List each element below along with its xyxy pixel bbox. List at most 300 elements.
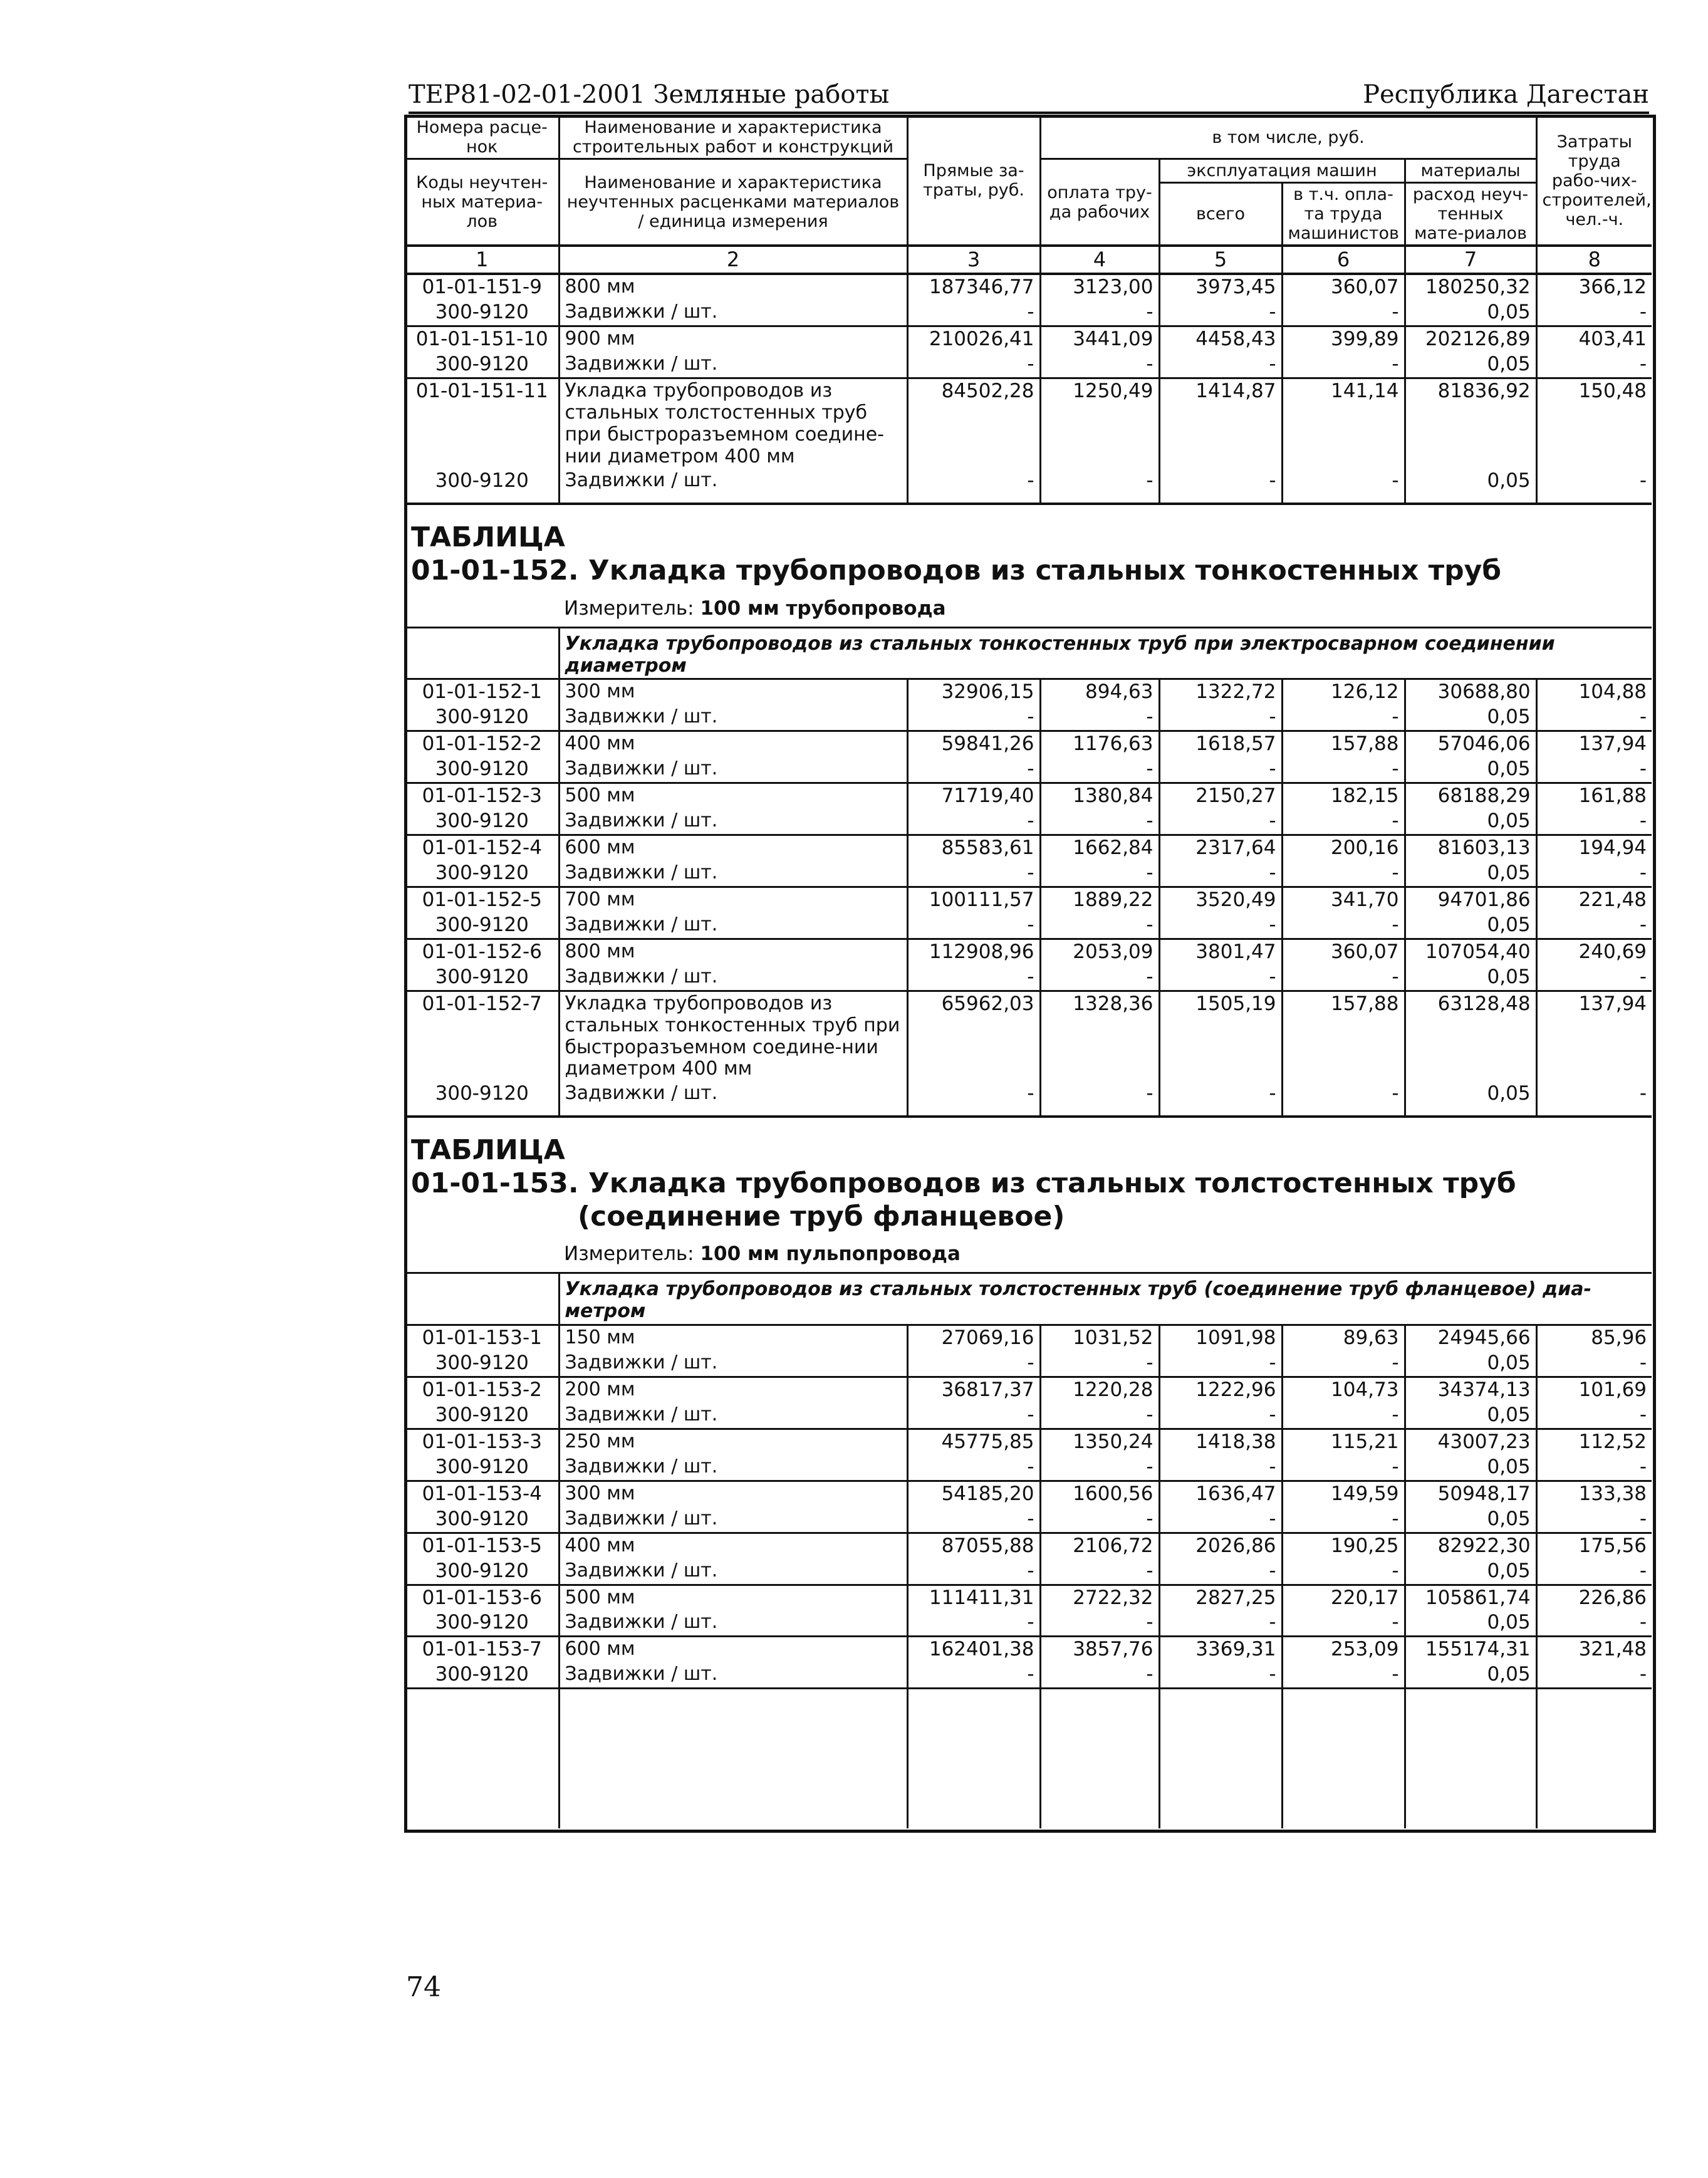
material-value: -: [1536, 965, 1652, 991]
subheading-row: [406, 627, 1652, 679]
spacer-cell: [406, 494, 559, 504]
material-value: -: [1040, 352, 1159, 378]
material-name: Задвижки / шт.: [559, 809, 907, 835]
material-value: -: [1159, 1455, 1282, 1481]
rate-value: 162401,38: [907, 1637, 1040, 1662]
rate-value: 3123,00: [1040, 274, 1159, 300]
material-value: -: [1159, 1610, 1282, 1636]
material-name: Задвижки / шт.: [559, 1662, 907, 1688]
table-caption: 01-01-152. Укладка трубопроводов из стальных тонкостенных труб: [411, 555, 1501, 587]
material-value: -: [1282, 1081, 1405, 1107]
material-value: -: [1282, 861, 1405, 887]
rate-value: 68188,29: [1405, 783, 1536, 809]
rate-value: 100111,57: [907, 887, 1040, 913]
region-name: Республика Дагестан: [1363, 80, 1649, 109]
rate-value: 2827,25: [1159, 1585, 1282, 1610]
rate-value: 1414,87: [1159, 378, 1282, 469]
material-value: -: [1282, 809, 1405, 835]
material-name: Задвижки / шт.: [559, 757, 907, 783]
rate-value: 1418,38: [1159, 1429, 1282, 1454]
rate-name: 600 мм: [559, 835, 907, 861]
material-value: -: [1282, 1559, 1405, 1585]
spacer-cell: [907, 494, 1040, 504]
subheading-spacer: [406, 1273, 559, 1325]
rate-name: Укладка трубопроводов из стальных толстостенных труб при быстроразъемном соедине-нии диаметром 400 мм: [559, 378, 907, 469]
material-code: 300-9120: [435, 1559, 529, 1582]
material-value: -: [1536, 1455, 1652, 1481]
measure-value: 100 мм трубопровода: [700, 597, 946, 620]
rate-value: 54185,20: [907, 1481, 1040, 1506]
rate-value: 210026,41: [907, 326, 1040, 352]
material-code: 300-9120: [435, 1663, 529, 1686]
material-code: 300-9120: [435, 965, 529, 988]
rate-row: [406, 835, 1652, 861]
empty-cell: [1159, 1689, 1282, 1829]
material-value: -: [907, 1351, 1040, 1377]
material-name: Задвижки / шт.: [559, 705, 907, 731]
rate-value: 399,89: [1282, 326, 1405, 352]
material-code: 300-9120: [435, 810, 529, 833]
rate-value: 36817,37: [907, 1377, 1040, 1402]
spacer-cell: [559, 494, 907, 504]
material-value: -: [907, 1507, 1040, 1533]
material-row: [406, 300, 1652, 326]
material-value: -: [1040, 300, 1159, 326]
material-value: 0,05: [1405, 705, 1536, 731]
rate-value: 50948,17: [1405, 1481, 1536, 1506]
material-value: -: [907, 757, 1040, 783]
rate-value: 1600,56: [1040, 1481, 1159, 1506]
material-value: 0,05: [1405, 1351, 1536, 1377]
material-value: -: [1282, 1351, 1405, 1377]
rate-value: 3441,09: [1040, 326, 1159, 352]
material-row: [406, 1351, 1652, 1377]
rate-code: 01-01-153-2: [406, 1377, 559, 1402]
material-name: Задвижки / шт.: [559, 1403, 907, 1429]
material-value: -: [1159, 1662, 1282, 1688]
material-row: [406, 965, 1652, 991]
material-value: -: [1159, 300, 1282, 326]
material-value: 0,05: [1405, 352, 1536, 378]
measure-value: 100 мм пульпопровода: [700, 1243, 961, 1266]
rate-value: 3857,76: [1040, 1637, 1159, 1662]
material-value: -: [1536, 1507, 1652, 1533]
material-code: 300-9120: [435, 706, 529, 729]
rate-value: 200,16: [1282, 835, 1405, 861]
material-value: -: [1040, 1351, 1159, 1377]
material-value: -: [1159, 352, 1282, 378]
rate-code: 01-01-152-2: [406, 731, 559, 757]
rate-name: 800 мм: [559, 274, 907, 300]
material-code: 300-9120: [435, 301, 529, 324]
material-name: Задвижки / шт.: [559, 1455, 907, 1481]
material-name: Задвижки / шт.: [559, 861, 907, 887]
material-value: -: [1040, 1081, 1159, 1107]
rate-row: [406, 1637, 1652, 1662]
material-name: Задвижки / шт.: [559, 1610, 907, 1636]
rate-row: [406, 1429, 1652, 1454]
material-value: -: [1159, 1081, 1282, 1107]
material-value: -: [1159, 1403, 1282, 1429]
subheading-spacer: [406, 627, 559, 679]
spacer-cell: [907, 1107, 1040, 1117]
material-value: 0,05: [1405, 1610, 1536, 1636]
subheading: Укладка трубопроводов из стальных толстостенных труб (соединение труб фланцевое) диа-метром: [559, 1273, 1652, 1325]
material-row: [406, 913, 1652, 939]
empty-cell: [1536, 1689, 1652, 1829]
material-value: -: [1040, 809, 1159, 835]
material-value: -: [1536, 861, 1652, 887]
material-value: -: [1040, 469, 1159, 494]
column-number: 3: [907, 246, 1040, 274]
rate-value: 321,48: [1536, 1637, 1652, 1662]
measure: [559, 1234, 1652, 1273]
rate-row: [406, 679, 1652, 705]
rate-value: 403,41: [1536, 326, 1652, 352]
rate-value: 111411,31: [907, 1585, 1040, 1610]
rate-value: 221,48: [1536, 887, 1652, 913]
header-materials: материалы: [1405, 159, 1536, 183]
material-code: 300-9120: [435, 469, 529, 492]
page-number: 74: [406, 1971, 441, 2003]
header-rule: [409, 112, 1649, 114]
header-material-codes: Коды неучтен-ных материа-лов: [416, 173, 548, 232]
material-value: -: [1282, 1403, 1405, 1429]
material-name: Задвижки / шт.: [559, 352, 907, 378]
material-value: -: [1536, 705, 1652, 731]
material-name: Задвижки / шт.: [559, 1351, 907, 1377]
material-value: -: [907, 1559, 1040, 1585]
material-value: -: [1536, 809, 1652, 835]
measure-row: [406, 589, 1652, 627]
rate-code: 01-01-151-10: [406, 326, 559, 352]
rate-code: 01-01-152-4: [406, 835, 559, 861]
rate-name: 900 мм: [559, 326, 907, 352]
material-value: 0,05: [1405, 1403, 1536, 1429]
header-worker-pay: оплата тру-да рабочих: [1040, 159, 1159, 246]
rate-code: 01-01-153-3: [406, 1429, 559, 1454]
material-value: -: [1282, 1507, 1405, 1533]
spacer-cell: [1159, 1107, 1282, 1117]
rate-row: [406, 887, 1652, 913]
rate-code: 01-01-152-5: [406, 887, 559, 913]
material-value: -: [1040, 705, 1159, 731]
material-name: Задвижки / шт.: [559, 913, 907, 939]
rate-value: 3520,49: [1159, 887, 1282, 913]
header-rates-numbers: Номера расце-нок: [406, 117, 559, 159]
spacer-row: [406, 1107, 1652, 1117]
rate-value: 85583,61: [907, 835, 1040, 861]
spacer-cell: [1282, 494, 1405, 504]
header-work-name: Наименование и характеристика строительных работ и конструкций: [559, 117, 907, 159]
material-value: -: [1040, 1455, 1159, 1481]
material-row: [406, 1610, 1652, 1636]
material-code: 300-9120: [435, 1455, 529, 1478]
rate-value: 126,12: [1282, 679, 1405, 705]
column-number: 2: [559, 246, 907, 274]
rate-value: 81836,92: [1405, 378, 1536, 469]
rate-value: 65962,03: [907, 991, 1040, 1081]
rate-value: 175,56: [1536, 1533, 1652, 1558]
measure-label: Измеритель:: [564, 597, 694, 620]
rate-value: 84502,28: [907, 378, 1040, 469]
rate-name: 300 мм: [559, 679, 907, 705]
material-code: 300-9120: [435, 1403, 529, 1426]
material-value: -: [1159, 757, 1282, 783]
empty-cell: [907, 1689, 1040, 1829]
rate-value: 1176,63: [1040, 731, 1159, 757]
spacer-cell: [1040, 494, 1159, 504]
material-value: -: [1040, 913, 1159, 939]
material-value: -: [1282, 913, 1405, 939]
rate-value: 105861,74: [1405, 1585, 1536, 1610]
subheading-row: [406, 1273, 1652, 1325]
empty-cell: [1040, 1689, 1159, 1829]
material-name: Задвижки / шт.: [559, 469, 907, 494]
rate-value: 137,94: [1536, 991, 1652, 1081]
material-value: -: [1040, 1507, 1159, 1533]
material-row: [406, 352, 1652, 378]
material-value: -: [1536, 1559, 1652, 1585]
material-value: -: [1040, 1662, 1159, 1688]
material-value: -: [1536, 1662, 1652, 1688]
table-title: [406, 1117, 1652, 1234]
material-code: 300-9120: [435, 862, 529, 885]
rate-name: 200 мм: [559, 1377, 907, 1402]
measure-spacer: [406, 589, 559, 627]
material-code: 300-9120: [435, 353, 529, 376]
material-value: -: [907, 705, 1040, 731]
rate-value: 85,96: [1536, 1325, 1652, 1351]
rate-value: 1380,84: [1040, 783, 1159, 809]
table-caption-line: (соединение труб фланцевое): [578, 1200, 1065, 1232]
material-value: 0,05: [1405, 861, 1536, 887]
rate-row: [406, 1533, 1652, 1558]
material-value: -: [1159, 965, 1282, 991]
rate-row: [406, 939, 1652, 965]
material-value: -: [907, 809, 1040, 835]
rate-code: 01-01-153-6: [406, 1585, 559, 1610]
rate-value: 161,88: [1536, 783, 1652, 809]
material-value: -: [907, 1610, 1040, 1636]
material-value: -: [907, 469, 1040, 494]
rate-value: 182,15: [1282, 783, 1405, 809]
column-numbers-row: [406, 246, 1652, 274]
rate-value: 104,73: [1282, 1377, 1405, 1402]
rate-value: 194,94: [1536, 835, 1652, 861]
rate-name: Укладка трубопроводов из стальных тонкостенных труб при быстроразъемном соедине-нии диаметром 400 мм: [559, 991, 907, 1081]
material-value: -: [1282, 705, 1405, 731]
material-value: -: [1536, 1610, 1652, 1636]
rate-value: 43007,23: [1405, 1429, 1536, 1454]
material-name: Задвижки / шт.: [559, 1507, 907, 1533]
table-caption: [411, 1167, 1516, 1234]
header-machinist-pay: в т.ч. опла-та труда машинистов: [1282, 183, 1405, 246]
material-value: -: [1282, 757, 1405, 783]
material-value: -: [1536, 300, 1652, 326]
table-label: ТАБЛИЦА: [411, 521, 565, 554]
rate-name: 400 мм: [559, 731, 907, 757]
rate-value: 2722,32: [1040, 1585, 1159, 1610]
material-row: [406, 469, 1652, 494]
material-value: 0,05: [1405, 809, 1536, 835]
table-caption-line: 01-01-153. Укладка трубопроводов из стальных толстостенных труб: [411, 1167, 1516, 1199]
rate-value: 1091,98: [1159, 1325, 1282, 1351]
rate-row: [406, 1377, 1652, 1402]
material-code: 300-9120: [435, 1611, 529, 1634]
rate-value: 112908,96: [907, 939, 1040, 965]
rate-value: 1618,57: [1159, 731, 1282, 757]
material-value: -: [1159, 913, 1282, 939]
header-material-names: Наименование и характеристика неучтенных расценками материалов / единица измерения: [559, 159, 907, 246]
rate-value: 107054,40: [1405, 939, 1536, 965]
table-title-row: [406, 504, 1652, 589]
material-value: -: [1536, 1403, 1652, 1429]
rate-value: 157,88: [1282, 731, 1405, 757]
rate-value: 82922,30: [1405, 1533, 1536, 1558]
material-value: 0,05: [1405, 300, 1536, 326]
table-title-row: [406, 1117, 1652, 1234]
rate-value: 2106,72: [1040, 1533, 1159, 1558]
material-row: [406, 757, 1652, 783]
rate-row: [406, 1585, 1652, 1610]
rate-value: 3973,45: [1159, 274, 1282, 300]
rate-value: 3801,47: [1159, 939, 1282, 965]
material-value: 0,05: [1405, 757, 1536, 783]
rate-value: 89,63: [1282, 1325, 1405, 1351]
material-value: -: [1040, 965, 1159, 991]
column-number: 1: [406, 246, 559, 274]
rate-row: [406, 1481, 1652, 1506]
material-value: -: [907, 913, 1040, 939]
rate-value: 2150,27: [1159, 783, 1282, 809]
material-value: -: [907, 352, 1040, 378]
rate-value: 1505,19: [1159, 991, 1282, 1081]
material-value: -: [1159, 705, 1282, 731]
material-value: -: [1282, 469, 1405, 494]
material-name: Задвижки / шт.: [559, 300, 907, 326]
rate-name: 300 мм: [559, 1481, 907, 1506]
material-value: -: [1282, 1610, 1405, 1636]
material-value: -: [1040, 1559, 1159, 1585]
material-value: -: [1536, 469, 1652, 494]
rate-value: 112,52: [1536, 1429, 1652, 1454]
rate-value: 1250,49: [1040, 378, 1159, 469]
measure: [559, 589, 1652, 627]
spacer-cell: [406, 1107, 559, 1117]
rate-value: 253,09: [1282, 1637, 1405, 1662]
material-row: [406, 1081, 1652, 1107]
material-value: 0,05: [1405, 1455, 1536, 1481]
column-number: 5: [1159, 246, 1282, 274]
rate-value: 180250,32: [1405, 274, 1536, 300]
rate-value: 360,07: [1282, 274, 1405, 300]
material-value: -: [1159, 861, 1282, 887]
rate-code: 01-01-151-9: [422, 276, 542, 299]
material-value: -: [1536, 1081, 1652, 1107]
empty-cell: [1282, 1689, 1405, 1829]
rate-value: 57046,06: [1405, 731, 1536, 757]
rate-value: 2317,64: [1159, 835, 1282, 861]
spacer-row: [406, 494, 1652, 504]
rate-code: 01-01-152-6: [406, 939, 559, 965]
empty-cell: [1405, 1689, 1536, 1829]
material-value: 0,05: [1405, 1081, 1536, 1107]
rate-value: 1322,72: [1159, 679, 1282, 705]
rate-value: 101,69: [1536, 1377, 1652, 1402]
material-value: 0,05: [1405, 1662, 1536, 1688]
rate-code: 01-01-152-7: [406, 991, 559, 1081]
rate-row: [406, 378, 1652, 469]
header-direct-costs: Прямые за-траты, руб.: [907, 117, 1040, 246]
document-title: ТЕР81-02-01-2001 Земляные работы: [409, 80, 890, 109]
material-value: 0,05: [1405, 965, 1536, 991]
column-number: 7: [1405, 246, 1536, 274]
rate-name: 150 мм: [559, 1325, 907, 1351]
material-value: -: [1040, 1610, 1159, 1636]
material-value: -: [1159, 1351, 1282, 1377]
material-value: -: [1536, 352, 1652, 378]
rate-value: 360,07: [1282, 939, 1405, 965]
spacer-cell: [1405, 494, 1536, 504]
rate-value: 137,94: [1536, 731, 1652, 757]
material-value: -: [1536, 1351, 1652, 1377]
material-value: -: [907, 300, 1040, 326]
rate-value: 2053,09: [1040, 939, 1159, 965]
rate-code: 01-01-152-3: [406, 783, 559, 809]
rate-value: 155174,31: [1405, 1637, 1536, 1662]
rate-value: 157,88: [1282, 991, 1405, 1081]
empty-cell: [559, 1689, 907, 1829]
rate-value: 45775,85: [907, 1429, 1040, 1454]
material-value: -: [907, 1403, 1040, 1429]
column-number: 6: [1282, 246, 1405, 274]
spacer-cell: [559, 1107, 907, 1117]
spacer-cell: [1040, 1107, 1159, 1117]
material-value: -: [1282, 1662, 1405, 1688]
rate-value: 226,86: [1536, 1585, 1652, 1610]
rate-value: 1662,84: [1040, 835, 1159, 861]
rate-value: 366,12: [1536, 274, 1652, 300]
header-machines-total: всего: [1159, 183, 1282, 246]
rate-value: 3369,31: [1159, 1637, 1282, 1662]
rate-value: 894,63: [1040, 679, 1159, 705]
material-value: -: [1159, 1507, 1282, 1533]
measure-row: [406, 1234, 1652, 1273]
rate-value: 104,88: [1536, 679, 1652, 705]
material-row: [406, 1559, 1652, 1585]
rate-value: 2026,86: [1159, 1533, 1282, 1558]
rate-name: 600 мм: [559, 1637, 907, 1662]
material-name: Задвижки / шт.: [559, 1081, 907, 1107]
measure-label: Измеритель:: [564, 1243, 694, 1266]
rate-value: 63128,48: [1405, 991, 1536, 1081]
rate-value: 1031,52: [1040, 1325, 1159, 1351]
header-unaccounted-materials: расход неуч-тенных мате-риалов: [1405, 183, 1536, 246]
material-row: [406, 1507, 1652, 1533]
material-value: -: [907, 1455, 1040, 1481]
rate-value: 133,38: [1536, 1481, 1652, 1506]
material-value: -: [907, 1662, 1040, 1688]
rate-value: 71719,40: [907, 783, 1040, 809]
rate-row: [406, 783, 1652, 809]
header-including: в том числе, руб.: [1040, 117, 1536, 159]
rate-value: 341,70: [1282, 887, 1405, 913]
material-value: -: [1159, 469, 1282, 494]
rate-name: 700 мм: [559, 887, 907, 913]
material-row: [406, 1455, 1652, 1481]
rate-value: 24945,66: [1405, 1325, 1536, 1351]
